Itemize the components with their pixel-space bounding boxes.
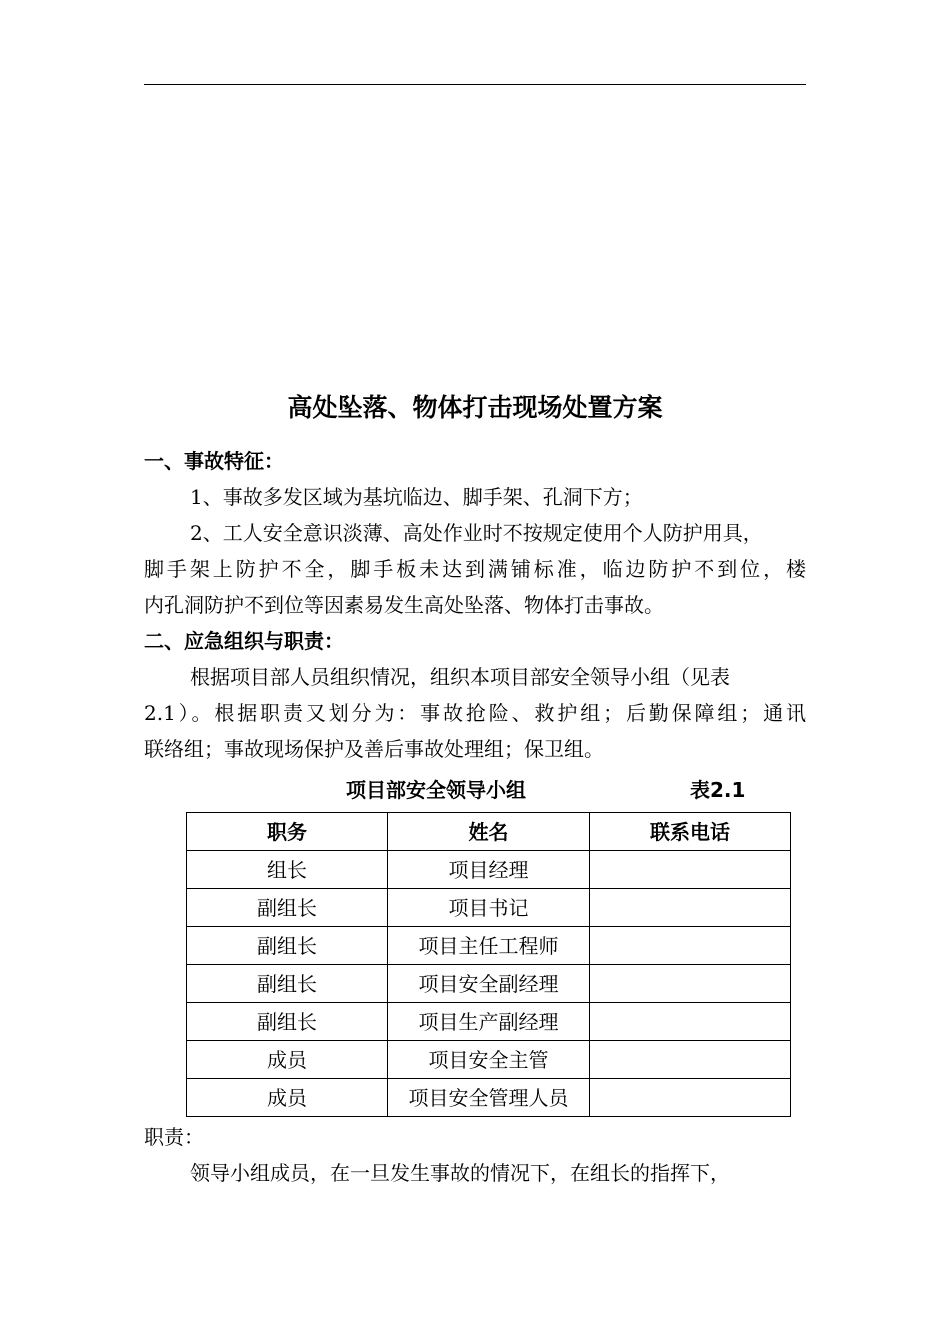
table-cell-position: 成员 <box>187 1079 388 1117</box>
table-cell-name: 项目经理 <box>388 851 590 889</box>
duties-label: 职责： <box>144 1125 204 1149</box>
column-header-position: 职务 <box>187 813 388 851</box>
table-cell-position: 副组长 <box>187 1003 388 1041</box>
table-cell-position: 组长 <box>187 851 388 889</box>
table-header-row <box>187 813 791 851</box>
table-row <box>187 851 791 889</box>
table-cell-phone <box>590 1079 791 1117</box>
table-cell-phone <box>590 1041 791 1079</box>
accident-feature-item-2-line-2: 脚手架上防护不全，脚手板未达到满铺标准，临边防护不到位，楼 <box>144 557 806 581</box>
table-cell-phone <box>590 1003 791 1041</box>
accident-feature-item-1: 1、事故多发区域为基坑临边、脚手架、孔洞下方； <box>190 485 643 509</box>
table-cell-phone <box>590 889 791 927</box>
safety-leadership-table <box>186 812 791 1117</box>
organization-paragraph-line-3: 联络组；事故现场保护及善后事故处理组；保卫组。 <box>144 737 604 761</box>
organization-paragraph-line-2: 2.1）。根据职责又划分为：事故抢险、救护组；后勤保障组；通讯 <box>144 701 806 725</box>
table-row <box>187 1003 791 1041</box>
accident-feature-item-2-line-3: 内孔洞防护不到位等因素易发生高处坠落、物体打击事故。 <box>144 593 664 617</box>
table-row <box>187 927 791 965</box>
column-header-phone: 联系电话 <box>590 813 791 851</box>
table-cell-name: 项目安全管理人员 <box>388 1079 590 1117</box>
table-row <box>187 889 791 927</box>
column-header-name: 姓名 <box>388 813 590 851</box>
table-cell-position: 副组长 <box>187 927 388 965</box>
accident-feature-item-2-line-1: 2、工人安全意识淡薄、高处作业时不按规定使用个人防护用具， <box>190 521 763 545</box>
document-title: 高处坠落、物体打击现场处置方案 <box>287 393 663 422</box>
section-heading-emergency-organization: 二、应急组织与职责： <box>144 629 344 653</box>
table-cell-name: 项目生产副经理 <box>388 1003 590 1041</box>
table-caption: 项目部安全领导小组 <box>346 778 526 802</box>
table-number: 表2.1 <box>690 778 746 802</box>
header-rule <box>144 84 806 85</box>
table-cell-name: 项目安全副经理 <box>388 965 590 1003</box>
table-cell-name: 项目书记 <box>388 889 590 927</box>
duties-paragraph-line-1: 领导小组成员，在一旦发生事故的情况下，在组长的指挥下， <box>190 1161 730 1185</box>
table-cell-position: 副组长 <box>187 889 388 927</box>
table-cell-phone <box>590 851 791 889</box>
table-cell-position: 成员 <box>187 1041 388 1079</box>
table-row <box>187 1079 791 1117</box>
table-cell-name: 项目安全主管 <box>388 1041 590 1079</box>
table-cell-position: 副组长 <box>187 965 388 1003</box>
section-heading-accident-features: 一、事故特征： <box>144 449 284 473</box>
table-cell-phone <box>590 965 791 1003</box>
table-cell-name: 项目主任工程师 <box>388 927 590 965</box>
table-row <box>187 965 791 1003</box>
organization-paragraph-line-1: 根据项目部人员组织情况，组织本项目部安全领导小组（见表 <box>190 665 730 689</box>
table-cell-phone <box>590 927 791 965</box>
table-row <box>187 1041 791 1079</box>
